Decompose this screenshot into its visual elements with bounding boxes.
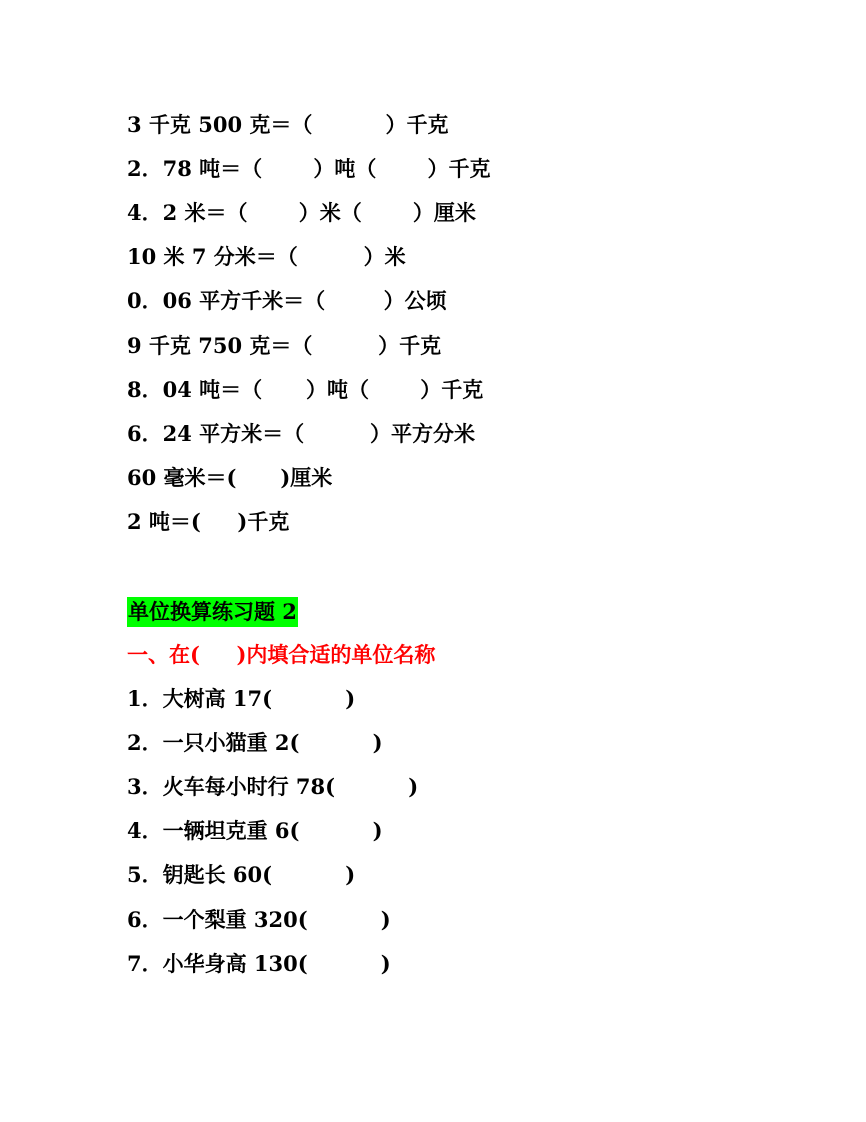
unit-question-2: 2．一只小猫重 2( ) <box>127 730 383 755</box>
unit-question-5: 5．钥匙长 60( ) <box>127 862 356 887</box>
conversion-line-4: 10 米 7 分米＝（ ）米 <box>127 244 406 269</box>
conversion-line-8: 6．24 平方米＝（ ）平方分米 <box>127 421 475 446</box>
unit-question-3: 3．火车每小时行 78( ) <box>127 774 419 799</box>
section-heading: 一、在( )内填合适的单位名称 <box>127 642 436 667</box>
conversion-line-9: 60 毫米＝( )厘米 <box>127 465 333 490</box>
conversion-line-6: 9 千克 750 克＝（ ）千克 <box>127 333 442 358</box>
unit-question-7: 7．小华身高 130( ) <box>127 951 391 976</box>
conversion-line-2: 2．78 吨＝（ ）吨（ ）千克 <box>127 156 491 181</box>
unit-question-1: 1．大树高 17( ) <box>127 686 356 711</box>
unit-question-4: 4．一辆坦克重 6( ) <box>127 818 383 843</box>
unit-question-6: 6．一个梨重 320( ) <box>127 907 391 932</box>
conversion-line-1: 3 千克 500 克＝（ ）千克 <box>127 112 449 137</box>
conversion-line-3: 4．2 米＝（ ）米（ ）厘米 <box>127 200 476 225</box>
conversion-line-5: 0．06 平方千米＝（ ）公顷 <box>127 288 447 313</box>
section-title: 单位换算练习题 2 <box>127 597 298 627</box>
conversion-line-7: 8．04 吨＝（ ）吨（ ）千克 <box>127 377 484 402</box>
conversion-line-10: 2 吨＝( )千克 <box>127 509 290 534</box>
